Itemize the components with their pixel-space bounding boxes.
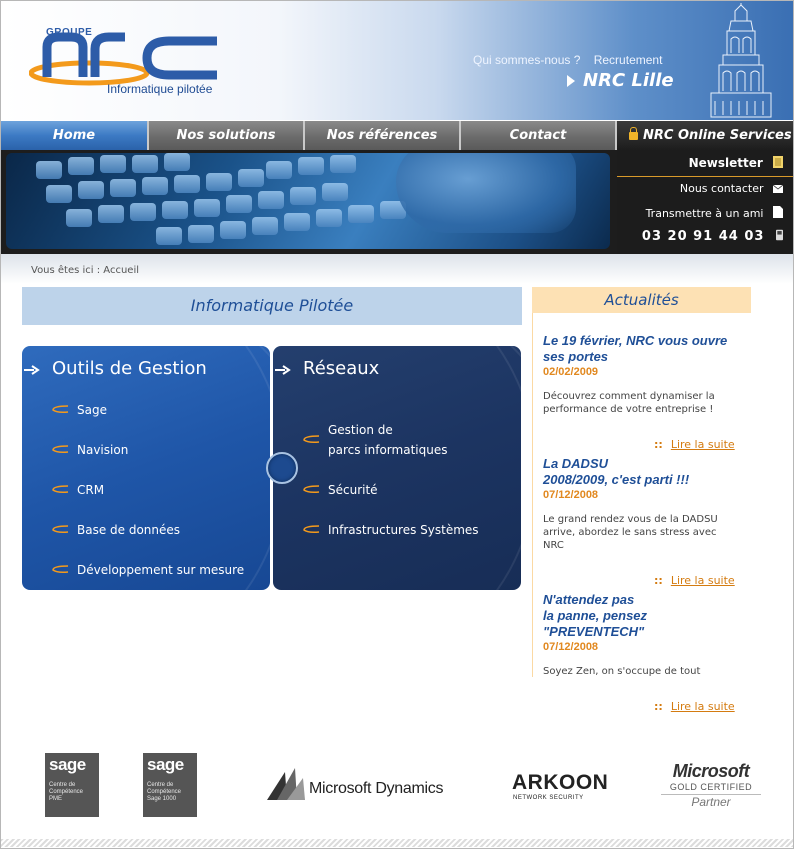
page-title: Informatique Pilotée [190,296,354,315]
microsoft-gold-partner-logo[interactable] [661,761,761,815]
swoosh-bullet-icon [51,445,69,453]
news-date-3: 07/12/2008 [543,641,599,653]
news-title-1[interactable] [543,333,753,365]
online-services-label: NRC Online Services [643,128,792,143]
menu-item-navision[interactable] [77,440,128,460]
read-more-link-1[interactable] [654,438,735,451]
panel-title-management[interactable]: Outils de Gestion [52,358,207,379]
hero-banner [1,150,617,254]
newsletter-label: Newsletter [688,156,763,170]
logo-groupe-label: GROUPE [46,27,93,38]
news-divider [532,313,533,677]
arrow-right-icon [567,75,575,87]
news-excerpt-3 [543,665,753,678]
menu-item-label: Gestion de [328,423,393,437]
nav-online-services[interactable] [617,121,793,150]
nav-references[interactable]: Nos références [305,121,461,150]
read-more-link-3[interactable] [654,700,735,713]
logo-tagline: Informatique pilotée [107,82,213,96]
panel-connector-knob [266,452,298,484]
news-title-line: ses portes [543,349,609,364]
menu-item-label: Base de données [77,523,181,537]
dynamics-mark-icon [265,766,305,802]
news-heading: Actualités [604,291,679,309]
main-nav [1,121,793,150]
panel-management-tools [22,346,270,590]
side-tools [617,150,793,254]
envelope-icon [773,185,783,193]
arkoon-logo-tagline: NETWORK SECURITY [513,795,584,801]
footer-hatched-strip [1,839,793,847]
menu-item-label: CRM [77,483,105,497]
read-more-dots: :: [654,700,663,713]
read-more-dots: :: [654,574,663,587]
city-label: NRC Lille [583,70,674,91]
sage-logo-name: sage [49,755,86,774]
belfry-illustration [701,3,781,119]
link-careers[interactable]: Recrutement [593,53,663,67]
read-more-dots: :: [654,438,663,451]
menu-item-infrastructure[interactable] [328,520,479,540]
sage-pme-logo[interactable] [45,753,99,817]
news-title-line: Le 19 février, NRC vous ouvre [543,333,728,348]
news-excerpt-line: Soyez Zen, on s'occupe de tout [543,666,701,677]
news-title-line: 2008/2009, c'est parti !!! [543,472,690,487]
read-more-label: Lire la suite [670,700,735,713]
phone-label: 03 20 91 44 03 [641,229,765,244]
menu-item-database[interactable] [77,520,180,540]
nav-home[interactable]: Home [1,121,149,150]
newsletter-link[interactable] [689,156,783,170]
swoosh-bullet-icon [302,485,320,493]
menu-item-security[interactable] [328,480,378,500]
swoosh-bullet-icon [51,405,69,413]
newsletter-icon [773,156,783,168]
news-title-line: la panne, pensez [543,608,648,623]
forward-label: Transmettre à un ami [645,207,764,220]
news-excerpt-line: arrive, abordez le sans stress avec [543,527,717,538]
breadcrumb: Vous êtes ici : Accueil [31,265,140,276]
arrow-right-icon [24,365,40,375]
news-title-2[interactable] [543,456,753,488]
link-about[interactable]: Qui sommes-nous ? [473,53,581,67]
menu-item-custom-dev[interactable] [77,560,244,580]
phone-number [642,229,783,244]
news-heading-box [532,287,751,313]
menu-item-label: Sécurité [328,483,378,497]
news-excerpt-line: Le grand rendez vous de la DADSU [543,514,718,525]
arkoon-logo[interactable] [512,771,609,805]
news-excerpt-line: NRC [543,540,564,551]
swoosh-bullet-icon [302,525,320,533]
microsoft-dynamics-logo[interactable] [265,766,455,802]
nav-solutions[interactable]: Nos solutions [149,121,305,150]
top-links [473,53,672,67]
nrc-logo[interactable] [29,25,229,100]
panel-networks [273,346,521,590]
nav-contact[interactable]: Contact [461,121,617,150]
read-more-label: Lire la suite [670,574,735,587]
arrow-right-icon [275,365,291,375]
mobile-phone-icon [776,229,783,241]
dynamics-logo-text: Microsoft Dynamics [309,780,444,797]
swoosh-bullet-icon [302,435,320,443]
partner-label: Partner [691,795,731,809]
lock-icon [629,132,638,140]
sage-logo-name: sage [147,755,184,774]
contact-label: Nous contacter [679,182,764,195]
contact-link[interactable] [680,182,783,195]
city-link[interactable] [567,70,674,91]
menu-item-sage[interactable] [77,400,107,420]
news-excerpt-2 [543,513,753,552]
sage-logo-caption: Centre de Compétence Sage 1000 [147,782,182,802]
keyboard-photo [6,153,610,249]
menu-item-label: Sage [77,403,107,417]
menu-item-label: Infrastructures Systèmes [328,523,479,537]
site-header [1,1,793,120]
news-excerpt-1 [543,390,753,416]
document-icon [773,206,783,218]
news-excerpt-line: Découvrez comment dynamiser la [543,391,715,402]
read-more-label: Lire la suite [670,438,735,451]
swoosh-bullet-icon [51,485,69,493]
sage-logo-caption: Centre de Compétence PME [49,782,84,802]
page-title-box [22,287,522,325]
news-date-2: 07/12/2008 [543,489,599,501]
menu-item-label: parcs informatiques [328,443,448,457]
news-excerpt-line: performance de votre entreprise ! [543,404,714,415]
panel-title-networks[interactable]: Réseaux [303,358,380,379]
news-title-line: La DADSU [543,456,609,471]
read-more-link-2[interactable] [654,574,735,587]
swoosh-bullet-icon [51,525,69,533]
news-title-line: N'attendez pas [543,592,635,607]
news-date-1: 02/02/2009 [543,366,599,378]
newsletter-divider [617,176,793,177]
gold-certified-label: GOLD CERTIFIED [661,782,761,795]
news-title-3[interactable] [543,592,753,640]
menu-item-label: Navision [77,443,129,457]
menu-item-fleet-management[interactable] [328,420,447,460]
arkoon-logo-name: ARKOON [512,771,609,794]
menu-item-crm[interactable] [77,480,104,500]
swoosh-bullet-icon [51,565,69,573]
menu-item-label: Développement sur mesure [77,563,245,577]
microsoft-logo-name: Microsoft [672,761,750,781]
news-title-line: "PREVENTECH" [543,624,645,639]
forward-link[interactable] [646,206,783,220]
sage-1000-logo[interactable] [143,753,197,817]
